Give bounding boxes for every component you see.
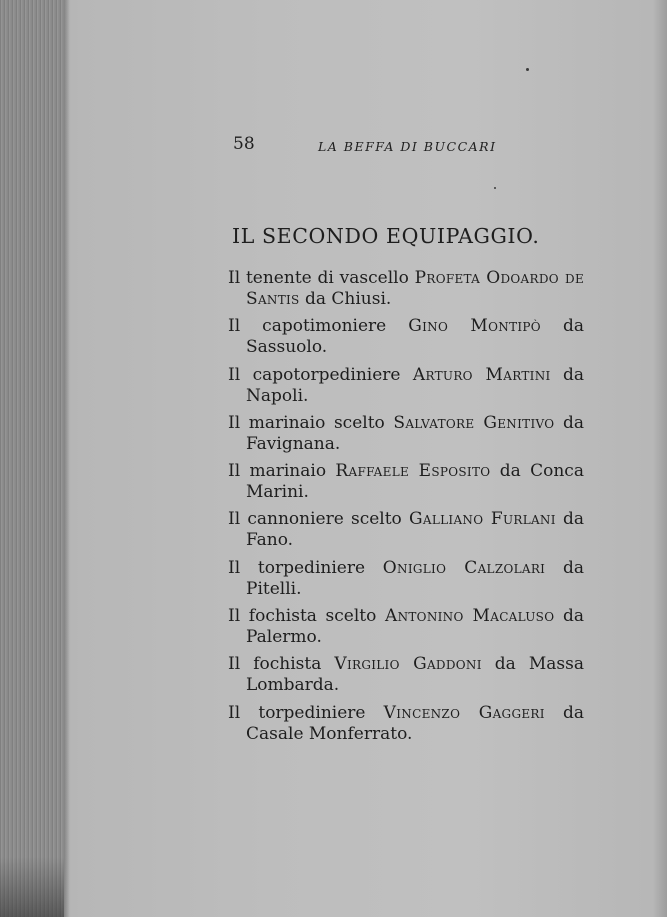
crew-member-name: Profeta Odoardo de Santis (246, 268, 584, 309)
crew-member-name: Raffaele Esposito (335, 461, 491, 482)
crew-entry (228, 509, 584, 551)
crew-entry (228, 365, 584, 407)
crew-member-name: Virgilio Gaddoni (334, 654, 482, 675)
crew-hometown: da Conca Marini. (246, 461, 584, 503)
book-page-edges (0, 0, 64, 917)
running-head: LA BEFFA DI BUCCARI (318, 139, 497, 154)
crew-hometown: da Napoli. (246, 364, 585, 406)
crew-entry (228, 654, 584, 696)
crew-role: Il fochista (228, 654, 335, 675)
crew-entry (228, 606, 584, 648)
crew-role: Il torpediniere (228, 702, 384, 723)
crew-role: Il tenente di vascello (228, 268, 415, 288)
crew-entry (228, 268, 584, 310)
section-title: IL SECONDO EQUIPAGGIO. (232, 224, 540, 248)
page-shadow (653, 0, 667, 917)
crew-member-name: Antonino Macaluso (385, 606, 555, 627)
crew-hometown: da Sassuolo. (246, 316, 584, 358)
crew-entry (228, 413, 584, 455)
crew-entry (228, 461, 584, 503)
crew-hometown: da Favignana. (246, 412, 585, 454)
crew-role: Il marinaio (228, 461, 336, 482)
crew-member-name: Vincenzo Gaggeri (383, 702, 545, 723)
crew-hometown: da Casale Monferrato. (246, 702, 585, 744)
crew-list (228, 268, 584, 751)
crew-hometown: da Pitelli. (246, 557, 585, 599)
crew-entry (228, 316, 584, 358)
crew-role: Il capotimoniere (228, 316, 409, 337)
paper-speck (526, 68, 529, 71)
crew-hometown: da Fano. (246, 509, 585, 551)
page-number: 58 (233, 134, 255, 154)
crew-member-name: Galliano Furlani (409, 509, 556, 530)
crew-role: Il capotorpediniere (228, 364, 413, 385)
crew-role: Il cannoniere scelto (228, 509, 410, 530)
crew-member-name: Gino Montipò (408, 316, 541, 337)
crew-member-name: Arturo Martini (412, 364, 551, 385)
crew-role: Il fochista scelto (228, 606, 385, 627)
crew-hometown: da Palermo. (246, 606, 584, 648)
crew-role: Il torpediniere (228, 557, 383, 578)
crew-hometown: da Chiusi. (299, 289, 392, 309)
crew-hometown: da Massa Lombarda. (246, 654, 585, 696)
crew-role: Il marinaio scelto (228, 412, 394, 433)
crew-entry (228, 703, 584, 745)
crew-entry (228, 558, 584, 600)
paper-speck (494, 187, 496, 189)
crew-member-name: Oniglio Calzolari (382, 557, 546, 578)
crew-member-name: Salvatore Genitivo (393, 412, 555, 433)
